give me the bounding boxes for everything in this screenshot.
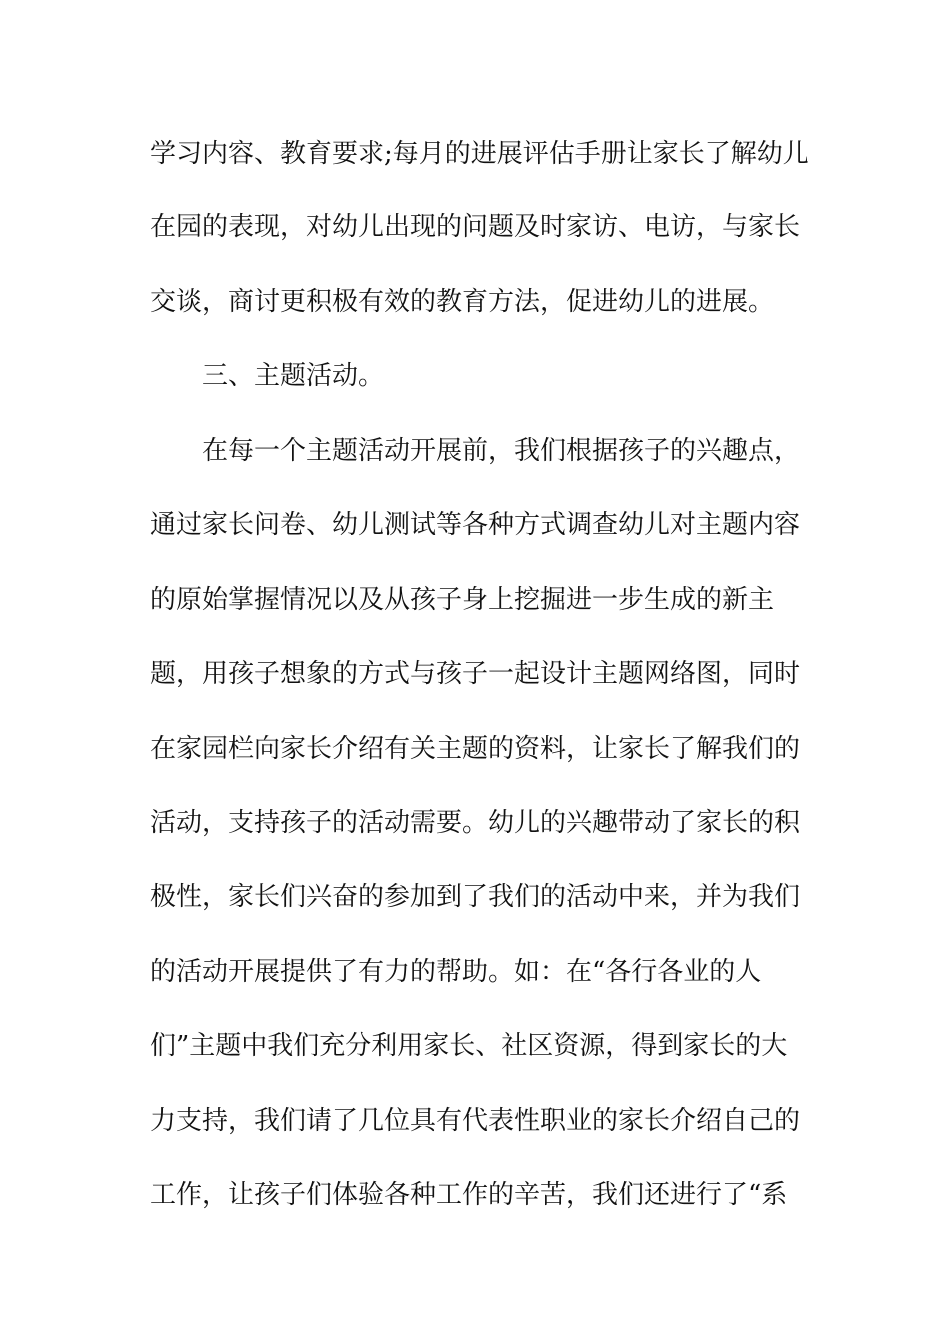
text-line-3: 交谈，商讨更积极有效的教育方法，促进幼儿的进展。 [150,287,775,317]
text-line-11: 极性，家长们兴奋的参加到了我们的活动中来，并为我们 [150,882,801,912]
text-line-2: 在园的表现，对幼儿出现的问题及时家访、电访，与家长 [150,212,801,242]
text-line-7: 的原始掌握情况以及从孩子身上挖掘进一步生成的新主 [150,585,775,615]
text-line-12: 的活动开展提供了有力的帮助。如：在“各行各业的人 [150,957,762,987]
text-line-6: 通过家长问卷、幼儿测试等各种方式调查幼儿对主题内容 [150,510,801,540]
text-line-1: 学习内容、教育要求;每月的进展评估手册让家长了解幼儿 [150,139,809,169]
text-line-9: 在家园栏向家长介绍有关主题的资料，让家长了解我们的 [150,734,801,764]
text-line-10: 活动，支持孩子的活动需要。幼儿的兴趣带动了家长的积 [150,808,801,838]
text-line-14: 力支持，我们请了几位具有代表性职业的家长介绍自己的 [150,1106,801,1136]
text-line-15: 工作，让孩子们体验各种工作的辛苦，我们还进行了“系 [150,1180,788,1210]
text-line-13: 们”主题中我们充分利用家长、社区资源，得到家长的大 [150,1031,788,1061]
section-heading: 三、主题活动。 [202,361,385,391]
text-line-5: 在每一个主题活动开展前，我们根据孩子的兴趣点， [202,436,801,466]
text-line-8: 题，用孩子想象的方式与孩子一起设计主题网络图，同时 [150,659,801,689]
